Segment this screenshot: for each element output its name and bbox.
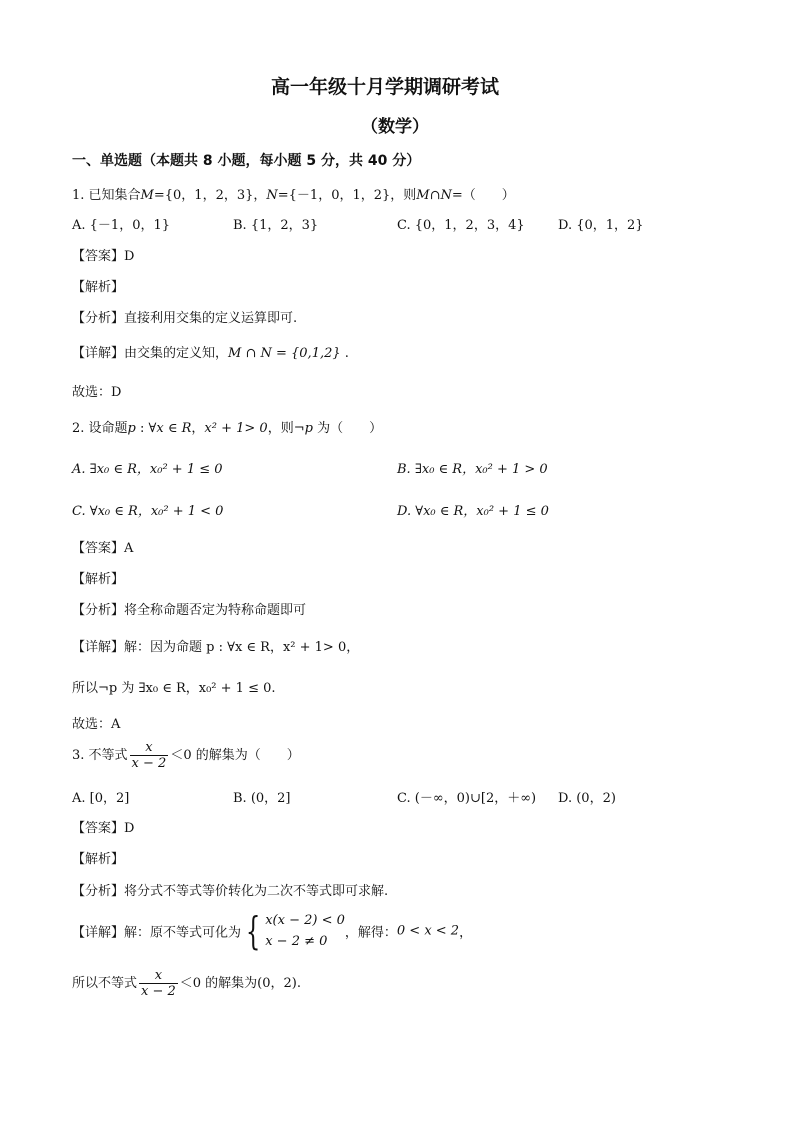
q2-option-b: B. ∃x₀ ∈ R，x₀² + 1 > 0 <box>397 462 548 477</box>
q1-option-a: A. {－1，0，1} <box>72 218 171 233</box>
q2-choice: 故选：A <box>72 717 121 732</box>
section-heading: 一、单选题（本题共 8 小题，每小题 5 分，共 40 分） <box>72 153 421 169</box>
q1-stem: 1. 已知集合M={0，1，2，3}，N={－1，0，1，2}，则M∩N=（ ） <box>72 188 515 203</box>
q3-option-d: D. (0，2) <box>558 791 616 806</box>
q3-fraction: $\frac{x}{x - 2}$ <box>131 740 167 771</box>
q3-analysis: 【分析】将分式不等式等价转化为二次不等式即可求解. <box>72 884 389 899</box>
page-title: 高一年级十月学期调研考试 <box>271 76 500 98</box>
q1-option-d: D. {0，1，2} <box>558 218 644 233</box>
q3-option-a: A. [0，2] <box>72 791 130 806</box>
q1-analysis: 【分析】直接利用交集的定义运算即可. <box>72 311 298 326</box>
inequality-system: x(x − 2) < 0 x − 2 ≠ 0 <box>265 913 345 949</box>
q2-option-d: D. ∀x₀ ∈ R，x₀² + 1 ≤ 0 <box>397 504 549 519</box>
q3-option-c: C. (－∞，0)∪[2，＋∞) <box>397 791 537 806</box>
q3-stem: 3. 不等式 $\frac{x}{x - 2}$ ＜0 的解集为（ ） <box>72 740 300 771</box>
q3-jiexi: 【解析】 <box>72 852 125 867</box>
q2-jiexi: 【解析】 <box>72 572 125 587</box>
q1-choice: 故选：D <box>72 385 122 400</box>
q2-analysis: 【分析】将全称命题否定为特称命题即可 <box>72 603 307 618</box>
q3-conclusion: 所以不等式 $\frac{x}{x - 2}$ ＜0 的解集为(0，2). <box>72 968 302 999</box>
q3-fraction-2: $\frac{x}{x - 2}$ <box>141 968 176 999</box>
q1-jiexi: 【解析】 <box>72 280 125 295</box>
q1-option-c: C. {0，1，2，3，4} <box>397 218 525 233</box>
q1-detail: 【详解】由交集的定义知，M ∩ N = {0,1,2} . <box>72 346 349 361</box>
q3-answer: 【答案】D <box>72 821 135 836</box>
q2-answer: 【答案】A <box>72 541 134 556</box>
q1-option-b: B. {1，2，3} <box>233 218 319 233</box>
q1-answer: 【答案】D <box>72 249 135 264</box>
q2-detail: 【详解】解：因为命题 p : ∀x ∈ R，x² + 1> 0， <box>72 640 360 655</box>
q3-detail: 【详解】解：原不等式可化为 { x(x − 2) < 0 x − 2 ≠ 0 ，解得：0 < x < 2， <box>72 909 473 953</box>
q2-option-c: C. ∀x₀ ∈ R，x₀² + 1 < 0 <box>72 504 224 519</box>
q2-conclusion: 所以¬p 为 ∃x₀ ∈ R，x₀² + 1 ≤ 0. <box>72 681 276 696</box>
q2-option-a: A. ∃x₀ ∈ R，x₀² + 1 ≤ 0 <box>72 462 223 477</box>
q3-option-b: B. (0，2] <box>233 791 291 806</box>
q2-stem: 2. 设命题p : ∀x ∈ R，x² + 1> 0，则¬p 为（ ） <box>72 421 383 436</box>
page-subtitle: （数学） <box>361 117 429 137</box>
left-brace: { <box>245 909 261 953</box>
